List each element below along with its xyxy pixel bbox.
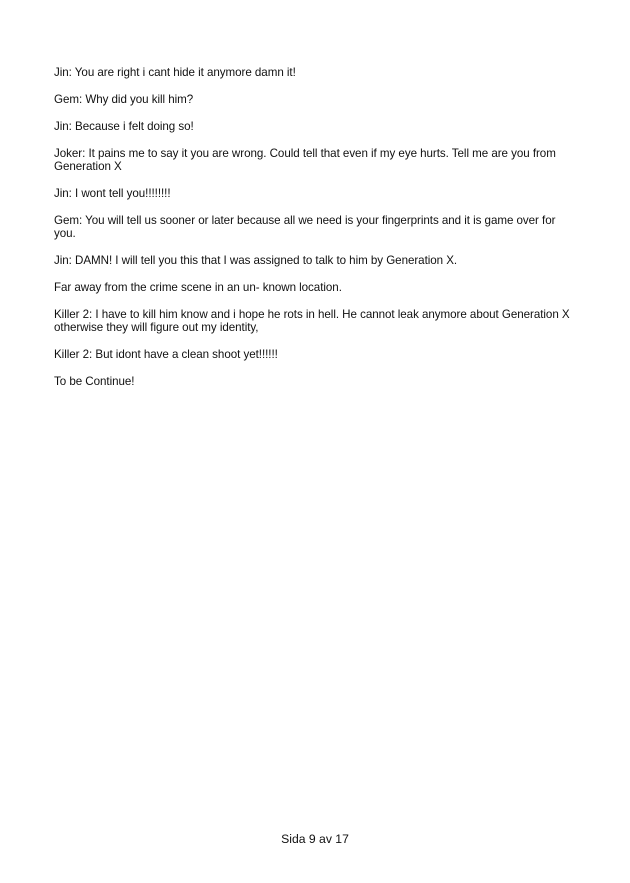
paragraph: Jin: Because i felt doing so! [54, 120, 194, 133]
paragraph: Gem: You will tell us sooner or later because all we need is your fingerprints and it is game over for you. [54, 214, 556, 240]
document-body [54, 66, 576, 402]
page-number-footer: Sida 9 av 17 [281, 832, 349, 846]
paragraph: Jin: DAMN! I will tell you this that I was assigned to talk to him by Generation X. [54, 254, 458, 267]
paragraph: Joker: It pains me to say it you are wrong. Could tell that even if my eye hurts. Tell me are you from Generation X [54, 147, 556, 173]
paragraph: Gem: Why did you kill him? [54, 93, 194, 106]
paragraph: Killer 2: But idont have a clean shoot yet!!!!!! [54, 348, 278, 361]
paragraph: Far away from the crime scene in an un- known location. [54, 281, 342, 294]
paragraph: Killer 2: I have to kill him know and i hope he rots in hell. He cannot leak anymore about Generation X otherwise they will figure out my identity, [54, 308, 570, 334]
paragraph: Jin: I wont tell you!!!!!!!! [54, 187, 171, 200]
paragraph: Jin: You are right i cant hide it anymore damn it! [54, 66, 296, 79]
paragraph: To be Continue! [54, 375, 135, 388]
